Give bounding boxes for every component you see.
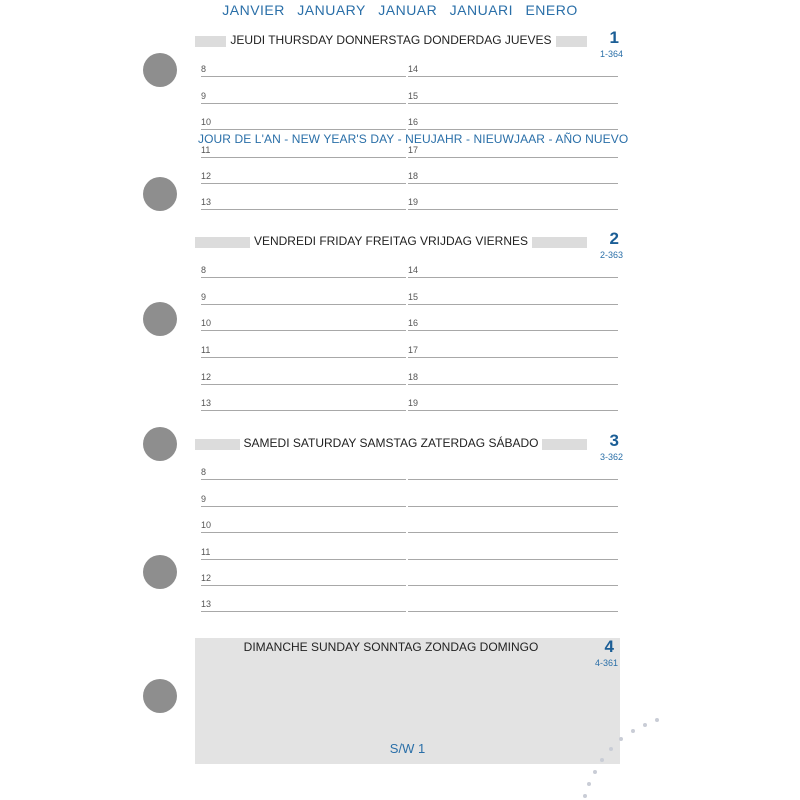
day-count: 2-363 [599,250,623,260]
month-header [0,2,800,18]
day-number: 1 [609,28,619,47]
decorative-dot [600,758,604,762]
decorative-dot [593,770,597,774]
hour-line[interactable]: 12 [201,372,406,385]
hour-line[interactable]: 12 [201,573,406,586]
day-number: 4 [604,637,614,656]
hour-line[interactable]: 17 [408,145,618,158]
hour-line[interactable]: 10 [201,520,406,533]
decorative-dot [643,723,647,727]
hour-line[interactable]: 18 [408,171,618,184]
binder-hole [143,679,177,713]
hour-line[interactable] [408,494,618,507]
hour-line[interactable] [408,547,618,560]
decorative-dot [609,747,613,751]
decorative-dot [583,794,587,798]
day-number: 3 [609,431,619,450]
hour-line[interactable]: 13 [201,398,406,411]
hour-line[interactable]: 9 [201,494,406,507]
hour-line[interactable]: 14 [408,64,618,77]
hour-line[interactable]: 19 [408,398,618,411]
hour-line[interactable]: 16 [408,117,618,130]
hour-line[interactable]: 8 [201,64,406,77]
day-section-sunday[interactable] [195,638,620,764]
hour-line[interactable]: 17 [408,345,618,358]
hour-line[interactable] [408,520,618,533]
hour-line[interactable]: 12 [201,171,406,184]
day-names: DIMANCHE SUNDAY SONNTAG ZONDAG DOMINGO [243,640,539,654]
hour-line[interactable] [408,467,618,480]
hour-line[interactable]: 10 [201,117,406,130]
day-count: 3-362 [599,452,623,462]
binder-hole [143,302,177,336]
decorative-dot [655,718,659,722]
hour-line[interactable] [408,599,618,612]
binder-hole [143,555,177,589]
hour-line[interactable]: 11 [201,547,406,560]
month-name: JANVIER [222,2,285,18]
hour-line[interactable]: 15 [408,292,618,305]
hour-line[interactable]: 19 [408,197,618,210]
day-count: 1-364 [599,49,623,59]
month-name: ENERO [525,2,578,18]
hour-line[interactable]: 14 [408,265,618,278]
week-number: S/W 1 [389,741,426,756]
hour-line[interactable]: 11 [201,345,406,358]
decorative-dot [619,737,623,741]
holiday-label: JOUR DE L'AN - NEW YEAR'S DAY - NEUJAHR - NIEUWJAAR - AÑO NUEVO [198,132,629,146]
hour-line[interactable]: 10 [201,318,406,331]
month-name: JANUARI [449,2,514,18]
month-name: JANUARY [297,2,366,18]
binder-hole [143,177,177,211]
day-number: 2 [609,229,619,248]
hour-line[interactable] [408,573,618,586]
hour-line[interactable]: 13 [201,197,406,210]
day-names: VENDREDI FRIDAY FREITAG VRIJDAG VIERNES [195,234,587,248]
hour-line[interactable]: 18 [408,372,618,385]
day-names: SAMEDI SATURDAY SAMSTAG ZATERDAG SÁBADO [195,436,587,450]
decorative-dot [631,729,635,733]
hour-line[interactable]: 15 [408,91,618,104]
hour-line[interactable]: 9 [201,292,406,305]
hour-line[interactable]: 13 [201,599,406,612]
hour-line[interactable]: 11 [201,145,406,158]
hour-line[interactable]: 8 [201,265,406,278]
day-names: JEUDI THURSDAY DONNERSTAG DONDERDAG JUEVES [195,33,587,47]
decorative-dot [587,782,591,786]
day-count: 4-361 [594,658,618,668]
binder-hole [143,53,177,87]
hour-line[interactable]: 9 [201,91,406,104]
month-name: JANUAR [378,2,438,18]
hour-line[interactable]: 8 [201,467,406,480]
binder-hole [143,427,177,461]
hour-line[interactable]: 16 [408,318,618,331]
